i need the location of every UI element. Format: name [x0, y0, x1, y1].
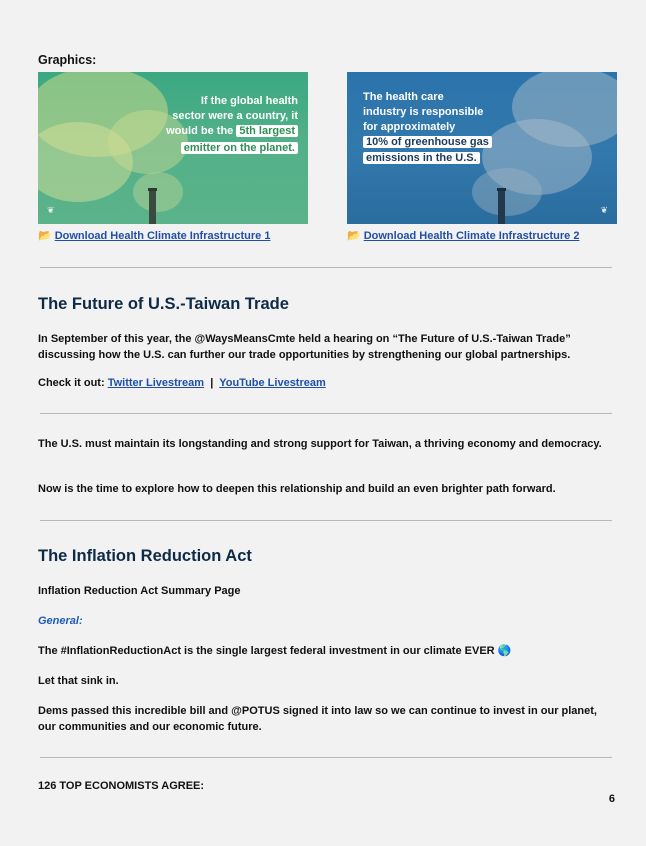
graphic-1-line-1: If the global health — [200, 95, 298, 107]
ira-sink-in-paragraph: Let that sink in. — [38, 675, 119, 687]
graphic-2-line-2: industry is responsible — [363, 106, 484, 118]
ira-investment-paragraph — [38, 643, 613, 659]
health-climate-graphic-1 — [38, 72, 308, 224]
page-number: 6 — [608, 793, 615, 805]
ira-dems-passed-paragraph: Dems passed this incredible bill and @POTUS signed it into law so we can continue to invest in our planet, our communities and our economic future. — [38, 705, 597, 733]
divider — [40, 757, 612, 758]
graphic-1-highlight-2: emitter on the planet. — [181, 142, 298, 154]
divider — [40, 267, 612, 268]
download-graphic-2-link[interactable] — [347, 229, 579, 242]
taiwan-trade-heading: The Future of U.S.-Taiwan Trade — [38, 295, 289, 313]
download-graphic-1-link[interactable] — [38, 229, 270, 242]
download-graphic-1-label: Download Health Climate Infrastructure 1 — [54, 230, 271, 242]
ira-summary-title: Inflation Reduction Act Summary Page — [38, 585, 241, 597]
graphic-2-line-3: for approximately — [363, 121, 456, 133]
graphic-2-line-1: The health care — [363, 91, 444, 103]
ira-general-label: General: — [38, 615, 83, 627]
ira-heading: The Inflation Reduction Act — [38, 547, 252, 565]
taiwan-support-paragraph: The U.S. must maintain its longstanding and strong support for Taiwan, a thriving economy and democracy. — [38, 438, 602, 450]
taiwan-hearing-paragraph: In September of this year, the @WaysMeansCmte held a hearing on “The Future of U.S.-Taiwan Trade” discussing how the U.S. can further our trade opportunities by strengthening our global partnerships. — [38, 333, 571, 361]
graphic-1-line-3-prefix: would be the — [166, 125, 234, 137]
check-it-out-label: Check it out: — [38, 377, 105, 389]
committee-logo-icon: ❦ — [600, 205, 608, 215]
graphic-2-highlight-2: emissions in the U.S. — [363, 152, 480, 164]
committee-logo-icon: ❦ — [47, 205, 55, 215]
graphic-2-highlight-1: 10% of greenhouse gas — [363, 136, 492, 148]
economists-agree-heading: 126 TOP ECONOMISTS AGREE: — [38, 780, 205, 792]
divider — [40, 413, 612, 414]
folder-icon: 📂 — [347, 230, 361, 242]
download-graphic-2-label: Download Health Climate Infrastructure 2 — [363, 230, 580, 242]
link-separator: | — [210, 377, 214, 389]
globe-icon: 🌎 — [497, 645, 512, 657]
ira-investment-text: The #InflationReductionAct is the single largest federal investment in our climate EVER — [38, 645, 495, 657]
health-climate-graphic-2 — [347, 72, 617, 224]
taiwan-relationship-paragraph: Now is the time to explore how to deepen this relationship and build an even brighter path forward. — [38, 483, 556, 495]
folder-icon: 📂 — [38, 230, 52, 242]
graphic-2-caption — [363, 90, 492, 166]
check-it-out-line — [38, 375, 613, 391]
graphic-1-caption — [166, 94, 298, 156]
graphics-label: Graphics: — [38, 53, 97, 67]
graphic-1-highlight-1: 5th largest — [236, 125, 298, 137]
twitter-livestream-link[interactable]: Twitter Livestream — [107, 377, 205, 389]
youtube-livestream-link[interactable]: YouTube Livestream — [219, 377, 326, 389]
graphic-1-line-3 — [166, 124, 298, 139]
divider — [40, 520, 612, 521]
graphic-1-line-2: sector were a country, it — [172, 110, 298, 122]
